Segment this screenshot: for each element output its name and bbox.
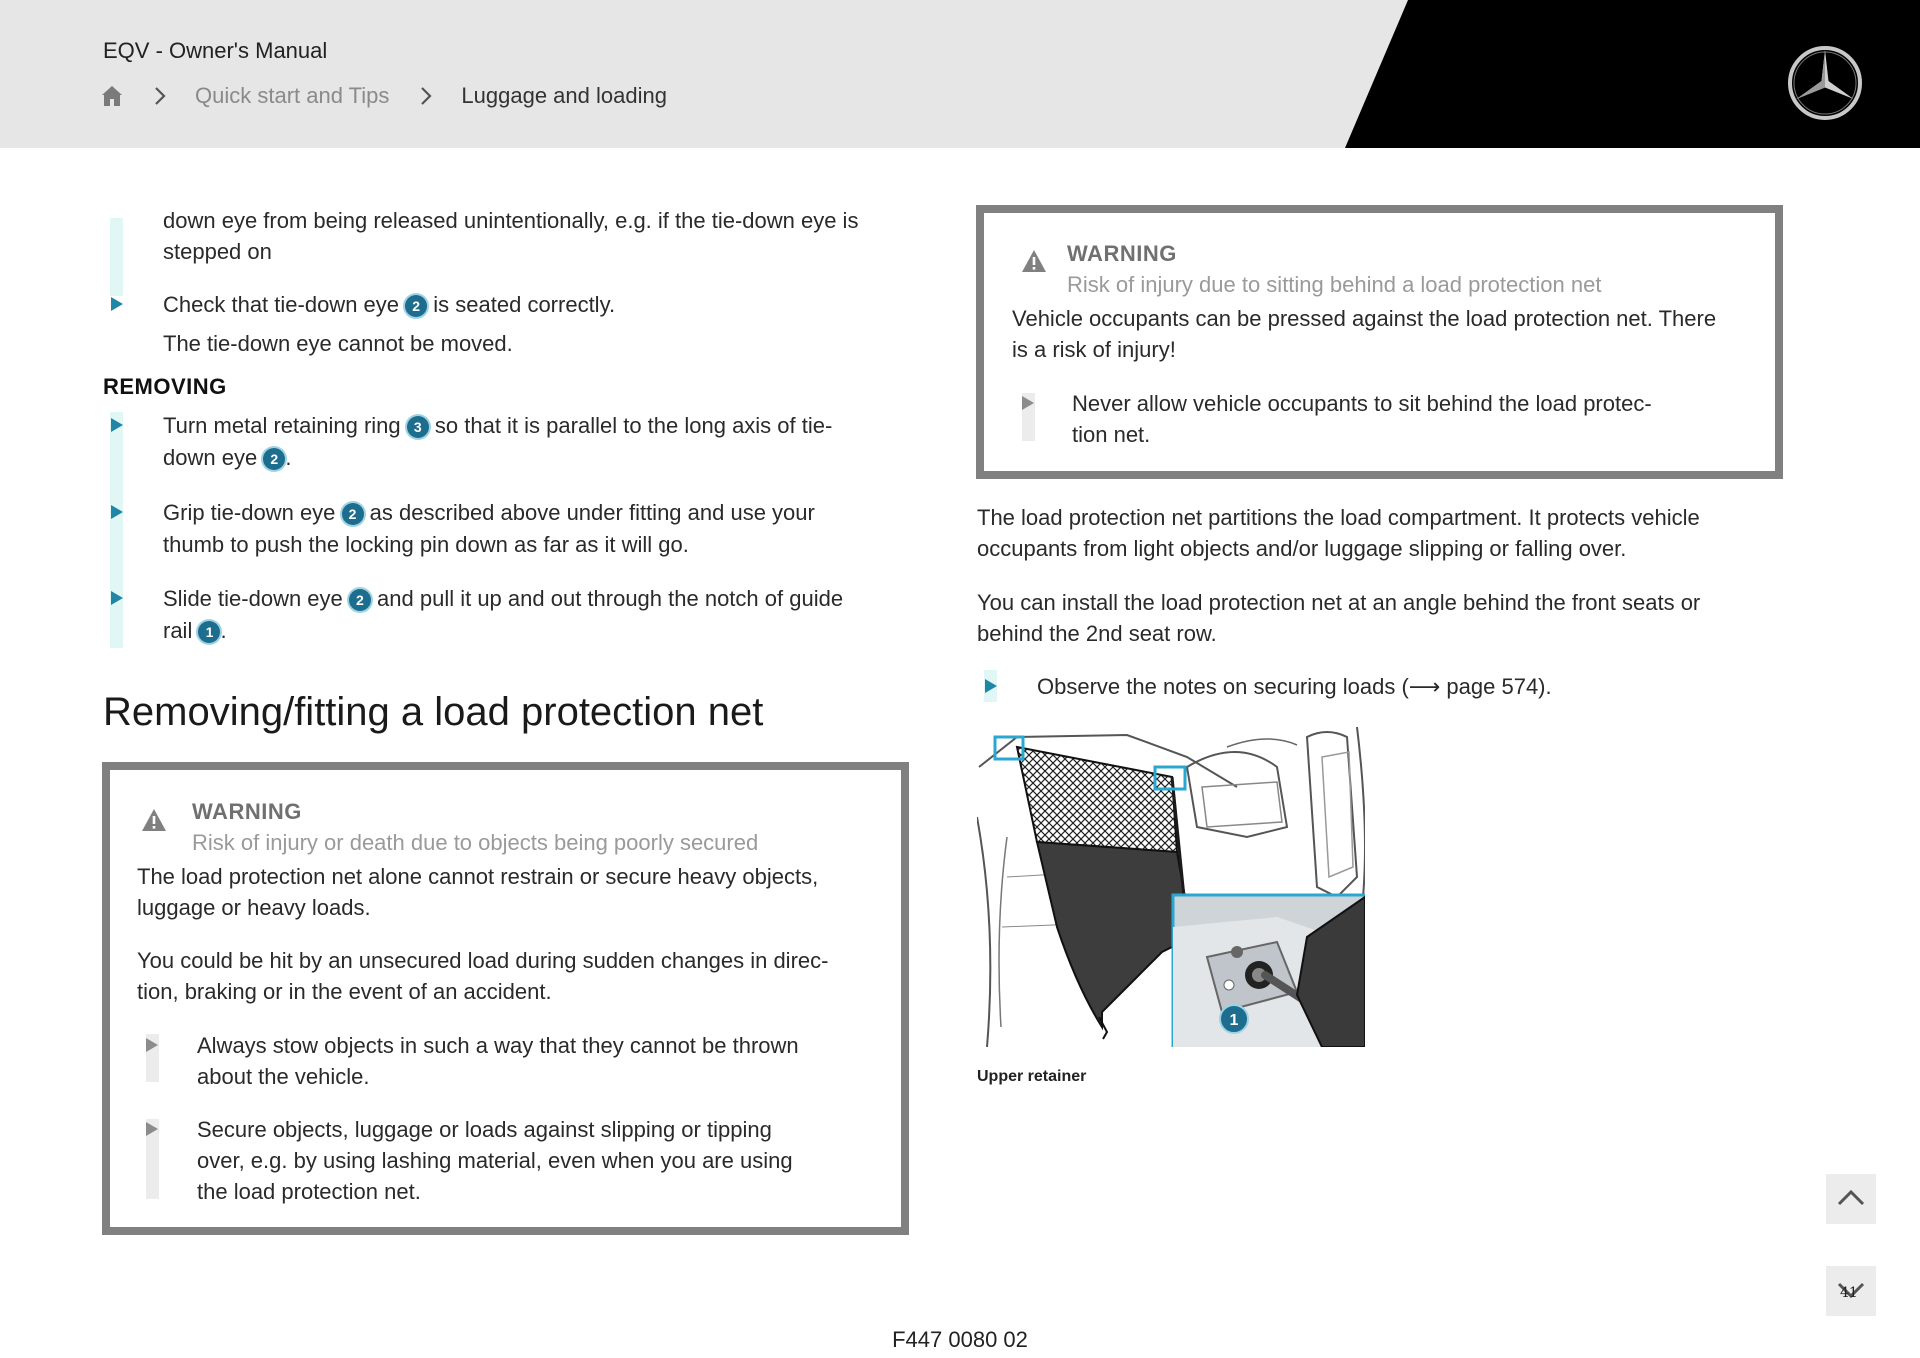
page-number: 41 [1840,1285,1858,1301]
bullet-triangle-icon [111,591,123,605]
figure-code: F447 0080 02 [892,1327,1028,1352]
bullet-triangle-icon [146,1122,158,1136]
breadcrumb-quick-start[interactable]: Quick start and Tips [195,83,390,108]
check-step: Check that tie-down eye 2 is seated correctly. [163,292,616,317]
warning-bullet: Secure objects, luggage or loads against slipping or tipping [197,1117,772,1142]
warning-box [976,205,1783,479]
section-heading: Removing/fitting a load protection net [103,690,764,734]
warning-bullet: Always stow objects in such a way that they cannot be thrown [197,1033,799,1058]
bullet-triangle-icon [111,505,123,519]
removing-step-3-cont: rail 1 . [163,618,227,643]
callout-number: 2 [342,503,364,525]
warning-title: WARNING [1067,241,1177,266]
warning-text: luggage or heavy loads. [137,895,371,920]
header [0,0,1920,148]
warning-text: Vehicle occupants can be pressed against the load protection net. There [1012,306,1717,331]
warning-bullet: tion net. [1072,422,1151,447]
removing-step-2: Grip tie-down eye 2 as described above under fitting and use your [163,500,815,525]
callout-number: 2 [349,589,371,611]
bullet-triangle-icon [1022,396,1034,410]
warning-bullet: the load protection net. [197,1179,421,1204]
warning-subtitle: Risk of injury or death due to objects being poorly secured [192,830,759,855]
warning-bullet: Never allow vehicle occupants to sit behind the load protec- [1072,391,1652,416]
warning-triangle-icon [141,808,167,832]
body-paragraph: The load protection net partitions the load compartment. It protects vehicle [977,505,1700,530]
callout-number: 1 [198,621,220,643]
callout-number: 2 [405,295,427,317]
warning-text: is a risk of injury! [1012,337,1176,362]
continued-text: stepped on [163,239,272,264]
warning-text: You could be hit by an unsecured load during sudden changes in direc- [137,948,829,973]
observe-step-link[interactable]: Observe the notes on securing loads (⟶ page 574). [1037,674,1552,699]
bullet-triangle-icon [985,679,997,693]
callout-number: 2 [263,448,285,470]
home-icon[interactable] [101,85,123,107]
bullet-triangle-icon [111,418,123,432]
chevron-up-icon [1837,1188,1865,1208]
bullet-triangle-icon [146,1038,158,1052]
warning-bullet: about the vehicle. [197,1064,370,1089]
warning-triangle-icon [1021,249,1047,273]
warning-subtitle: Risk of injury due to sitting behind a load protection net [1067,272,1602,297]
breadcrumb [101,80,667,112]
document-title: EQV - Owner's Manual [103,38,328,63]
scroll-up-button[interactable] [1826,1174,1876,1224]
mercedes-star-logo [1786,44,1864,122]
step-bar [110,218,123,296]
check-result: The tie-down eye cannot be moved. [163,331,513,356]
continued-text: down eye from being released unintentionally, e.g. if the tie-down eye is [163,208,859,233]
removing-step-1: Turn metal retaining ring 3 so that it is parallel to the long axis of tie- [163,413,833,438]
breadcrumb-luggage-loading: Luggage and loading [461,83,667,108]
warning-bullet: over, e.g. by using lashing material, even when you are using [197,1148,793,1173]
warning-text: The load protection net alone cannot restrain or secure heavy objects, [137,864,819,889]
callout-number: 3 [407,416,429,438]
body-paragraph: behind the 2nd seat row. [977,621,1217,646]
body-paragraph: You can install the load protection net at an angle behind the front seats or [977,590,1701,615]
body-paragraph: occupants from light objects and/or luggage slipping or falling over. [977,536,1627,561]
removing-step-1-cont: down eye 2 . [163,445,292,470]
bullet-triangle-icon [111,297,123,311]
chevron-right-icon [153,86,167,106]
load-net-illustration [977,727,1365,1047]
warning-text: tion, braking or in the event of an accident. [137,979,552,1004]
removing-step-2-cont: thumb to push the locking pin down as far as it will go. [163,532,689,557]
chevron-right-icon [419,86,433,106]
warning-title: WARNING [192,799,302,824]
figure-callout-number: 1 [1229,1012,1239,1029]
section-label-removing: REMOVING [103,374,227,399]
removing-step-3: Slide tie-down eye 2 and pull it up and out through the notch of guide [163,586,844,611]
warning-box [102,762,909,1235]
figure-caption: Upper retainer [977,1068,1087,1085]
step-bar [110,412,123,648]
